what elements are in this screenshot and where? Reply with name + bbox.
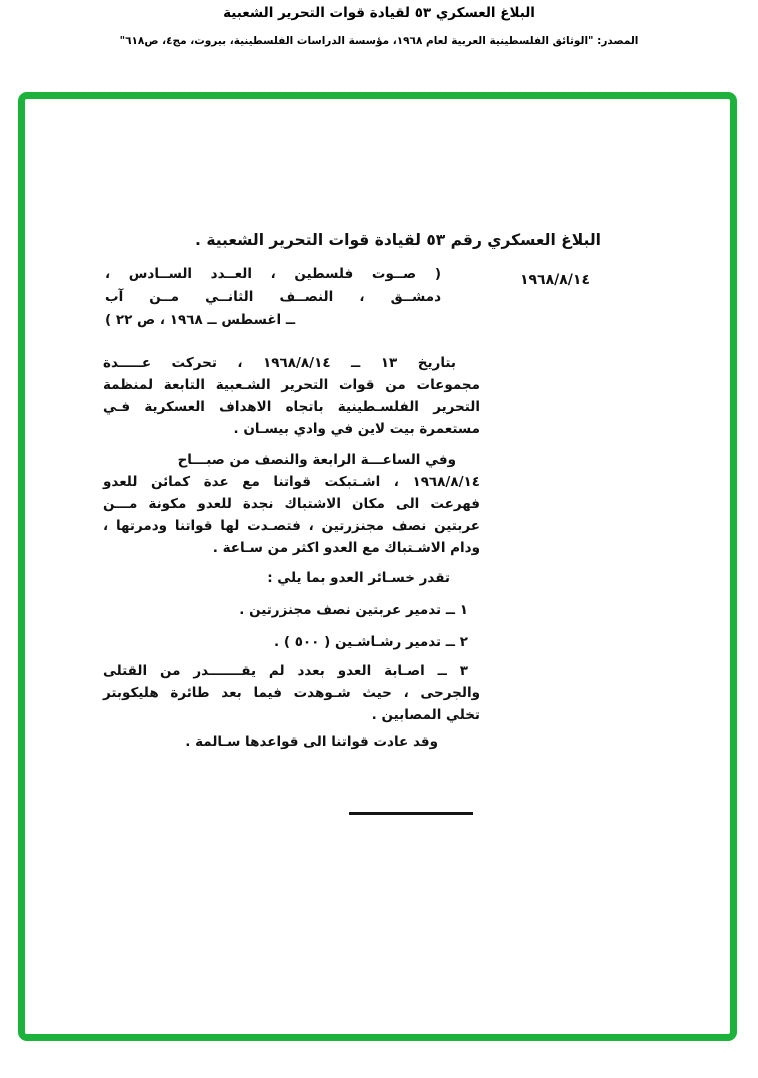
text-line: التحرير الفلسـطينية باتجاه الاهداف العسكرية فـي	[103, 399, 480, 415]
text-line: والجرحى ، حيث شـوهدت فيما بعد طائرة هليكوبتر	[103, 685, 480, 701]
text-line: وقد عادت قواتنا الى قواعدها سـالمة .	[185, 734, 438, 750]
text-line: بتاريخ ١٣ ــ ١٩٦٨/٨/١٤ ، تحركت عـــــدة	[103, 355, 456, 371]
text-line: ١٩٦٨/٨/١٤ ، اشـتبكت قواتنا مع عدة كمائن للعدو	[103, 474, 480, 490]
text-line: وفي الساعـــة الرابعة والنصف من صبـــاح	[177, 452, 456, 468]
source-citation: المصدر: "الوثائق الفلسطينية العربية لعام ١٩٦٨، مؤسسة الدراسات الفلسطينية، بيروت، مج٤، ص٦١٨"	[119, 35, 639, 47]
signature-divider-line	[349, 812, 473, 815]
text-line: فهرعت الى مكان الاشتباك نجدة للعدو مكونة مـــن	[103, 496, 480, 512]
losses-intro	[103, 567, 480, 589]
citation-line: ( صــوت فلسطين ، العــدد الســادس ،	[105, 266, 441, 282]
text-line: مستعمرة بيت لاين في وادي بيسـان .	[233, 421, 480, 437]
closing-line	[103, 731, 480, 753]
text-line: ودام الاشـتباك مع العدو اكثر من سـاعة .	[212, 540, 480, 556]
loss-item-3-paragraph	[103, 660, 480, 726]
loss-item-2	[103, 631, 480, 653]
document-date: ١٩٦٨/٨/١٤	[519, 272, 590, 288]
text-line: ١ ــ تدمير عربتين نصف مجنزرتين .	[239, 602, 468, 618]
publication-citation	[105, 263, 441, 332]
paragraph-movement	[103, 352, 480, 440]
document-title: البلاغ العسكري رقم ٥٣ لقيادة قوات التحرير الشعبية .	[195, 231, 601, 249]
citation-line: دمشــق ، النصــف الثانــي مــن آب	[105, 289, 441, 305]
text-line: مجموعات من قوات التحرير الشـعبية التابعة لمنظمة	[103, 377, 480, 393]
text-line: عربتين نصف مجنزرتين ، فتصـدت لها قواتنا ودمرتها ،	[103, 518, 480, 534]
text-line: ٢ ــ تدمير رشـاشـين ( ٥٠٠ ) .	[273, 634, 468, 650]
text-line: ٣ ــ اصـابة العدو بعدد لم يقـــــــدر من القتلى	[103, 663, 468, 679]
loss-item-1	[103, 599, 480, 621]
text-line: تخلي المصابين .	[371, 707, 480, 723]
paragraph-engagement	[103, 449, 480, 559]
page-title: البلاغ العسكري ٥٣ لقيادة قوات التحرير الشعبية	[223, 5, 535, 21]
citation-line: ــ اغسطس ــ ١٩٦٨ ، ص ٢٢ )	[105, 312, 296, 328]
text-line: تقدر خسـائر العدو بما يلي :	[267, 570, 450, 586]
